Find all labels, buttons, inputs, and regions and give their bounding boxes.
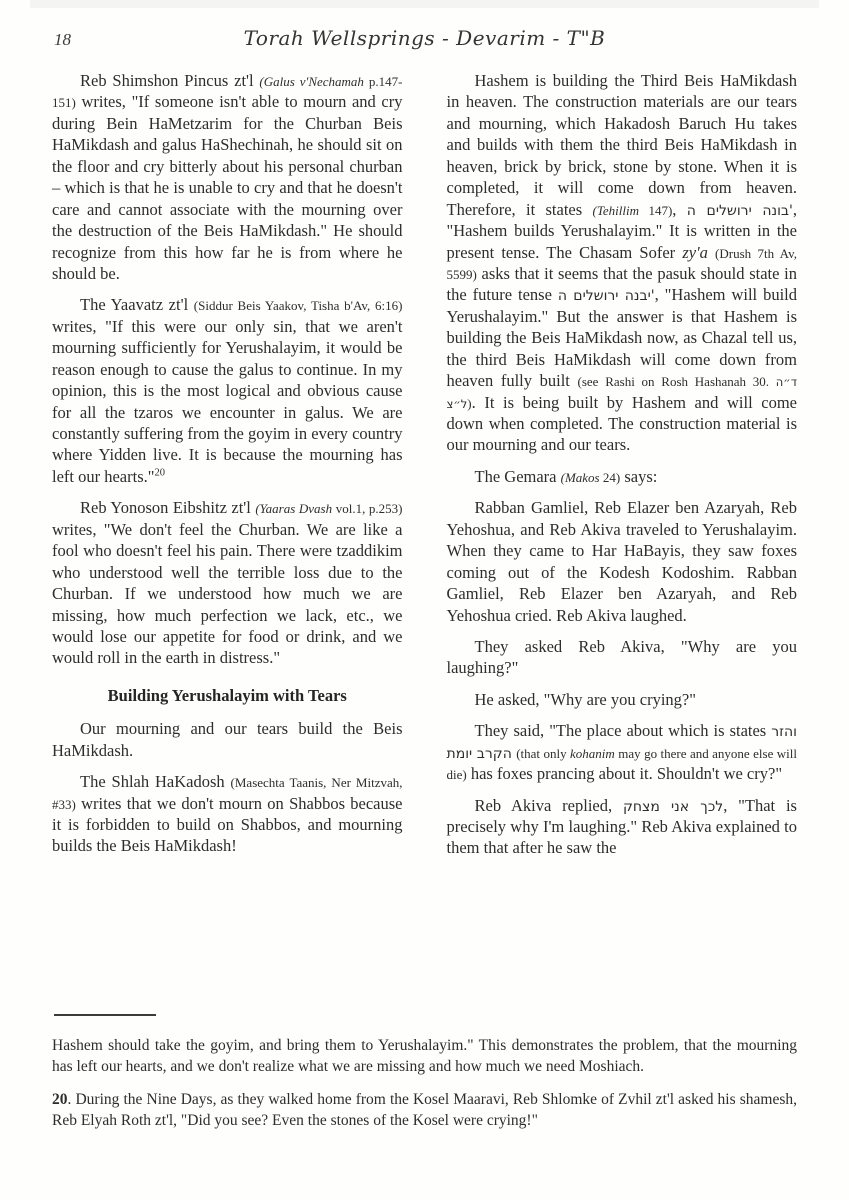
paragraph: [52, 771, 403, 857]
paragraph: [52, 718, 403, 761]
paragraph: [52, 70, 403, 284]
text-segment: has foxes prancing about it. Shouldn't we cry?": [466, 764, 783, 784]
text-segment: ד״ה ל״צ: [446, 375, 797, 411]
paragraph: [447, 689, 798, 710]
text-segment: . It is being built by Hashem and will come down when completed. The construction material is our mourning and our tears.: [446, 392, 797, 455]
text-segment: Reb Shimshon Pincus zt'l: [80, 71, 260, 90]
text-segment: writes, "If someone isn't able to mourn and cry during Bein HaMetzarim for the Churban Beis HaMikdash and galus HaShechinah, he should sit on the floor and cry bitterly about his personal churban – which is that he is unable to cry and that he doesn't care and cannot associate with the mourning over the destruction of the Beis HaMikdash." He should recognize from this how far he is from where he should be.: [52, 92, 403, 283]
text-segment: (Drush 7th Av, 5599): [446, 245, 797, 282]
paragraph: [447, 795, 798, 859]
text-segment: p.147-151): [52, 74, 403, 111]
footnote-reference: 20: [154, 467, 165, 479]
text-segment: writes, "If this were our only sin, that we aren't mourning sufficiently for Yerushalayim, it would be reason enough to cause the galus to continue. In my opinion, this is the most logical and obvious cause for all the tzaros we encounter in galus. We are constantly suffering from the goyim in every country where Yidden live. It is because the mourning has left our hearts.": [52, 316, 403, 486]
text-segment: kohanim: [570, 745, 615, 761]
text-segment: , "Hashem will build Yerushalayim." But the answer is that Hashem is building the Beis HaMikdash now, as Chazal tell us, the third Beis HaMikdash will come down from heaven fully built: [446, 285, 797, 391]
text-segment: יבנה ירושלים ה': [557, 288, 655, 305]
text-segment: Hashem should take the goyim, and bring them to Yerushalayim." This demonstrates the problem, that the mourning has left our hearts, and we don't realize what we are missing and how much we need Moshiach.: [52, 1037, 797, 1075]
text-columns: [52, 70, 797, 869]
text-segment: Reb Akiva replied,: [474, 795, 623, 815]
text-segment: The Shlah HaKadosh: [80, 772, 231, 792]
text-segment: The Yaavatz zt'l: [80, 295, 194, 315]
text-segment: בונה ירושלים ה': [686, 202, 793, 219]
text-segment: והזר הקרב יומת: [446, 724, 797, 762]
text-segment: (Galus v'Nechamah: [259, 74, 364, 89]
paragraph: [447, 70, 798, 456]
paragraph: [447, 497, 798, 626]
section-heading: Building Yerushalayim with Tears: [107, 685, 347, 705]
text-segment: לכך אני מצחק: [622, 798, 724, 815]
page-title: Torah Wellsprings - Devarim - T"B: [243, 26, 606, 50]
text-segment: (that only: [516, 745, 571, 761]
right-column: [447, 70, 798, 869]
text-segment: Our mourning and our tears build the Beis HaMikdash.: [52, 719, 403, 760]
paragraph: [447, 720, 798, 784]
text-segment: They asked Reb Akiva, "Why are you laughing?": [446, 636, 797, 678]
scan-artifact: [30, 0, 819, 8]
paragraph: [52, 497, 403, 669]
paragraph: [447, 636, 798, 679]
text-segment: asks that it seems that the pasuk should state in the future tense: [446, 263, 797, 305]
text-segment: 147): [638, 202, 673, 218]
text-segment: 24): [599, 469, 621, 485]
footnote-list: [52, 1036, 797, 1132]
text-segment: They said, "The place about which is states: [474, 721, 772, 741]
paragraph: [447, 466, 798, 487]
text-segment: Reb Yonoson Eibshitz zt'l: [80, 498, 256, 518]
footnotes-section: [52, 1014, 797, 1144]
text-segment: Rabban Gamliel, Reb Elazer ben Azaryah, Reb Yehoshua, and Reb Akiva traveled to Yerushalayim. When they came to Har HaBayis, they saw foxes coming out of the Kodesh Kodoshim. Rabban Gamliel, Reb Elazer ben Azaryah, and Reb Yehoshua cried. Reb Akiva laughed.: [446, 498, 797, 625]
text-segment: (see Rashi on Rosh Hashanah 30.: [577, 374, 776, 390]
text-segment: (Masechta Taanis, Ner Mitzvah, #33): [52, 775, 403, 812]
text-segment: (Tehillim: [592, 202, 639, 218]
text-segment: (Makos: [560, 469, 600, 485]
page-number: 18: [54, 30, 71, 49]
text-segment: vol.1, p.253): [332, 501, 403, 517]
text-segment: ,: [672, 199, 687, 219]
footnote-paragraph: [52, 1036, 797, 1078]
paragraph: [52, 294, 403, 487]
text-segment: zy'a: [682, 242, 708, 262]
left-column: [52, 70, 403, 869]
text-segment: The Gemara: [474, 466, 561, 486]
page-header: [52, 26, 797, 54]
text-segment: ): [467, 395, 472, 411]
text-segment: says:: [620, 466, 658, 486]
text-segment: . During the Nine Days, as they walked home from the Kosel Maaravi, Reb Shlomke of Zvhil zt'l asked his shamesh, Reb Elyah Roth zt'l, "Did you see? Even the stones of the Kosel were crying!": [52, 1090, 797, 1129]
text-segment: writes that we don't mourn on Shabbos because it is forbidden to build on Shabbos, and mourning builds the Beis HaMikdash!: [52, 793, 403, 856]
text-segment: may go there and anyone else will die): [446, 745, 798, 783]
text-segment: [708, 243, 715, 262]
text-segment: (Yaaras Dvash: [255, 501, 333, 517]
text-segment: (Siddur Beis Yaakov, Tisha b'Av, 6:16): [193, 298, 403, 314]
text-segment: Hashem is building the Third Beis HaMikdash in heaven. The construction materials are our tears and mourning, which Hakadosh Baruch Hu takes and builds with them the third Beis HaMikdash in heaven, brick by brick, stone by stone. When it is completed, it will come down from heaven. Therefore, it states: [446, 71, 797, 219]
text-segment: , "That is precisely why I'm laughing." Reb Akiva explained to them that after he saw the: [446, 795, 797, 858]
footnote-paragraph: [52, 1090, 797, 1132]
footnote-divider: [54, 1014, 156, 1016]
text-segment: 20: [52, 1090, 68, 1108]
text-segment: He asked, "Why are you crying?": [474, 689, 696, 709]
text-segment: , "Hashem builds Yerushalayim." It is written in the present tense. The Chasam Sofer: [446, 199, 798, 262]
text-segment: writes, "We don't feel the Churban. We are like a fool who doesn't feel his pain. There were tzaddikim who understood well the terrible loss due to the Churban. If we understood how much we are missing, how much perfection we lack, etc., we would lose our appetite for food or drink, and we would roll in the earth in distress.": [52, 519, 403, 668]
